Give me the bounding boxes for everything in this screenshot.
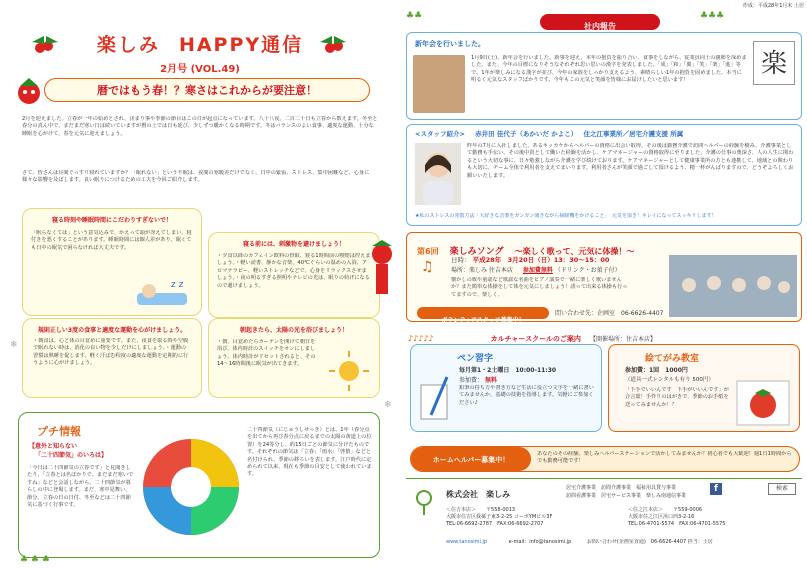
intro-p2: さて、皆さんは昼間ぐっすり寝れていますか？「眠れない」という不眠は、夜間の寒暖差だけでなく、日中の緊張、ストレス、集中困難など、心身に様々な影響を及ぼします。良い眠りにつけるための工夫を今回ご紹介します。 — [22, 170, 370, 184]
event-date-label: 日時： — [451, 256, 471, 264]
sumiyoshi-head — [446, 507, 616, 514]
sun-icon — [327, 349, 371, 393]
holly-right-icon — [318, 34, 348, 60]
event-place-row — [451, 265, 621, 274]
sumiyoshi-tel: TEL:06-6692-2787 FAX:06-6692-2707 — [446, 520, 544, 527]
suminoe-tel: TEL:06-4701-5574 FAX:06-4701-5575 — [628, 520, 726, 527]
footer — [406, 478, 802, 564]
staff-label: <スタッフ紹介> — [415, 130, 465, 138]
sumiyoshi-addr: 大阪市住吉区我孫子東3-2-25 コーポYMビル3F — [446, 513, 553, 520]
petit-right-text: 二十四節気（にじゅうしせっき）とは、1年（春分点を出てから再び春分点に戻るまでの太陽の黄道上の位置）を24等分し、約15日ごとの節気に分けたものです。それぞれの節気は「立春」「雨水」「啓蟄」などと名付けられ、季節の移ろいを表します。江戸時代に定められて以来、現在も季節の目安として使われています。 — [247, 427, 372, 478]
recruit-banner — [410, 446, 800, 472]
mascot-icon — [370, 240, 394, 300]
recruit-title-text: ホームヘルパー募集中！ — [432, 456, 510, 464]
services-1: 居宅介護事業 訪問介護事業 福祉用具貸与事業 — [566, 485, 677, 491]
etegami-fee-note: （道具一式レンタルも有り 500円） — [625, 377, 714, 383]
pen-icon — [417, 375, 453, 425]
petit-left-text: 「今日は二十四節気の立春です」と見聞きしたり、「立春とは名ばかりで、まだまだ寒いですね」などと会話しながら、二十四節気が暮らしの中に登場します。まだ、寒中見舞い、節分、立春の日の日付、冬至などは二十四節気に基づく行事です。 — [27, 465, 134, 509]
event-contact: 問い合わせ先：企画室 06-6626-4407 — [555, 310, 664, 317]
svg-text:z z: z z — [171, 280, 184, 290]
tip-card — [22, 208, 202, 316]
volunteer-text: ボランティアスタッフ募集中！ — [441, 317, 525, 324]
pen-fee-label: 参加費： — [459, 377, 484, 384]
tip-card — [208, 232, 380, 318]
suminoe-block — [628, 507, 798, 527]
pen-fee: 無料 — [484, 377, 497, 384]
pen-fee-row — [459, 375, 497, 384]
recruit-body: あなたのその経験、楽しみヘルパーステーションで活かしてみませんか？初心者でも大歓迎！週1日1時間からでも勤務可能です！ — [537, 451, 792, 465]
event-fee: 参加費無料 — [522, 267, 553, 274]
newyear-body: 1月9日(土)、新年会を行いました。新事を迎え、本年の抱負を振り合い、食事をしながら、従業員同士の親睦を深めました。また、今年の目標になりそうなそれぞれ思い思いの漢字を発表しました。「成」「和」「翼」「笑」「楽」「進」等で、1年が楽しみになる漢字が並び、今年の家族をしっかり支えるよう、素晴らしい1年の抱負を固めました。本当に明るく元気なスタッフばかりです。今年もこの元気と笑顔を皆様にお届けしたいと思います！ — [471, 55, 747, 84]
snowflake-icon: ❄ — [10, 340, 18, 350]
suminoe-addr: 大阪市住之江区浜口西3-2-16 — [628, 513, 695, 520]
petit-subtitle-1: 【意外と知らない — [29, 443, 78, 450]
suminoe-zip: 〒559-0006 — [673, 507, 703, 513]
section-title: 社内報告 — [584, 22, 616, 31]
tip-title: 規則正しい3度の食事と適度な運動を心がけましょう。 — [37, 327, 187, 334]
tip-body: ・朝、目覚めたらカーテンを開けて朝日を浴び、体内時計のスイッチをオンにしましょう。体内時計がリセットされると、その14〜16時間後に眠気が出てきます。 — [217, 339, 316, 368]
etegami-body: 「下手でいいんです 下手がいいんです」が合言葉！手作りのはがきで、季節のお手紙を送ってみませんか！？ — [625, 387, 729, 408]
tip-card — [22, 318, 202, 398]
music-note-icon: ♫ — [421, 259, 434, 275]
intro-p1: 2月を迎えました。立春が一年の始めとされ、決まり事や季節の節目はこの日が起点になっています。八十八夜、二百二十日も立春から数えます。冬至と春分の真ん中で、まだまだ寒い日は続いていますが暦の上では日も延び、少しずつ暖かくなる時期です。冬はバランスのよい食事、適度な運動、十分な睡眠を心がけて、春を元気に迎えましょう。 — [22, 116, 378, 137]
sumiyoshi-zip: 〒558-0013 — [486, 507, 516, 513]
event-photo — [669, 255, 797, 317]
staff-role: 住之江事業所／居宅介護支援 所属 — [583, 130, 684, 138]
culture-sub: 【開催場所：住吉本店】 — [590, 336, 657, 343]
kanji: 楽 — [760, 49, 787, 79]
website-link[interactable]: www.tanosimi.jp — [446, 539, 488, 545]
services-2: 訪問看護事業 居宅サービス事業 楽しみ南通信事業 — [566, 493, 687, 499]
etegami-card — [608, 344, 800, 432]
company-name: 株式会社 楽しみ — [446, 490, 510, 499]
tip-body: ・朝食は、心と体の目覚めに重要です。また、夜食を取る時や空腹で眠れない時は、消化の良い物を少しだけにしましょう。・運動の習慣は熟睡を促します。軽く汗ばむ程度の適度な運動を定期的に行うように心がけましょう。 — [33, 338, 189, 367]
petit-subtitle-2: 「二十四節気」のいろは】 — [35, 452, 108, 459]
volume: (VOL.49) — [190, 64, 240, 75]
tomato-icon — [735, 379, 791, 427]
tip-body: 「眠らなくては」という意気込みで、かえって頭が冴えてしまい、寝付きを悪くすることがあります。睡眠時間には個人差があり、眠くても日中の眠気で困らなければ大丈夫です。 — [31, 230, 192, 251]
company-logo-icon — [412, 489, 436, 517]
clover-icon: ♣ ♣ ♣ — [20, 555, 50, 565]
inquiry: お問い合わせ(企画室直通) 06-6626-4407 担当：土居 — [586, 539, 713, 545]
contact-row — [446, 539, 800, 546]
title-b: HAPPY通信 — [178, 34, 304, 56]
staff-body: 昨年の7月に入社しました。あるキッカケからヘルパーの資格に出会い取得、その後は勤務介護で訪問ヘルパーの経験を積み、介護事業として勤務も手伝い、その後中貴として働いた経験を活かし、ケアマネージャーの資格取得に至りました。介護の仕事の奥深さ、人の人生に関わるという大切な事に、日々勉強しながら介護を学び続けております。ケアマネージャーとして健康事業所の方とも連携して、地域との関わりも大切に、チーム全体で利用者を支えてまいります。利用者さんが笑顔で過ごして頂けるよう、精一杯がんばりますので、どうぞよろしくお願いいたします。 — [467, 143, 794, 179]
sleeping-icon — [135, 275, 191, 307]
newyear-title: 新年会を行いました。 — [415, 40, 485, 48]
masthead — [80, 30, 320, 58]
event-title: 楽しみソング — [449, 247, 504, 257]
season-wheel-icon — [139, 435, 243, 539]
event-body: 懐かしの歌や童謡など歌謡な名曲をピアノ演奏で一緒に楽しく歌いませんか？また簡単な体操をして体を元気にしましょう！誘って出来る体操も行ってますので、楽しく、 — [451, 277, 628, 298]
tip-title: 寝る前には、刺激物を避けましょう！ — [242, 241, 345, 248]
banner — [44, 78, 370, 102]
event-number: 第6回 — [417, 247, 439, 256]
banner-text: 暦ではもう春！？寒さはこれからが要注意！ — [97, 84, 317, 97]
right-page — [400, 0, 807, 568]
petit-title: プチ情報 — [37, 425, 81, 438]
recruit-title — [411, 447, 531, 471]
petit-info — [18, 412, 380, 558]
sumiyoshi-label: ＜住吉本店＞ — [446, 507, 477, 513]
email-link[interactable]: e-mail：info@tanosimi.jp — [508, 539, 572, 545]
event-place: 場所：楽しみ 住吉本店 — [451, 267, 513, 274]
tip-title: 朝起きたら、太陽の光を浴びましょう！ — [239, 327, 348, 334]
company-news-header — [540, 14, 660, 30]
staff-card — [406, 124, 802, 226]
event-date: 平成28年 3月20日（日）13：30～15：00 — [472, 256, 610, 264]
staff-photo — [415, 143, 461, 205]
newyear-photo — [413, 55, 465, 113]
tip-title: 寝る時刻や睡眠時間にこだわりすぎないで！ — [51, 217, 172, 224]
culture-header — [408, 326, 800, 343]
search-button[interactable]: 検索 — [768, 483, 796, 495]
pen-body: 鉛筆の持ち方や書き方など生活に役立つ文字を一緒に書いてみませんか。基礎の技術を指導します。気軽にご参加ください♪ — [459, 385, 594, 406]
tip-body: ・夕食以降のカフェイン飲料の摂取、寝る1時間前の喫煙は控えましょう。・軽い読書、静かな音楽、40℃ぐらいの温めの入浴、アロマテラピー、軽いストレッチなどで、心身をリラックスさせましょう。・夜の明るすぎる照明やテレビの光は、眠りの妨げになるので避けましょう。 — [217, 253, 371, 289]
newyear-card — [406, 32, 802, 120]
staff-header — [415, 129, 683, 138]
pen-card — [410, 344, 602, 432]
pen-schedule: 毎月第1・2土曜日 10:00-11:30 — [459, 367, 557, 374]
issue-line — [140, 60, 260, 75]
suminoe-head — [628, 507, 798, 514]
staff-name: 赤井田 佳代子（あかいだ かよこ） — [475, 130, 578, 138]
issue: 2月号 — [160, 64, 188, 75]
holly-left-icon — [30, 34, 60, 60]
event-card — [406, 232, 802, 322]
event-fee-note: （ドリンク・お菓子付） — [554, 267, 621, 274]
title-a: 楽しみ — [96, 34, 160, 56]
volunteer — [417, 307, 549, 324]
kanji-card — [753, 41, 795, 85]
published: 作成：平成28年1月末 土居 — [742, 3, 804, 9]
staff-footer: ★私のストレスの発散方法「大好きな音楽をガンガン聞きながら掃除機をかけること」 元気を頂き！キレイになってスッキリします！ — [415, 213, 717, 219]
etegami-title: 絵てがみ教室 — [645, 354, 700, 364]
tip-card — [208, 318, 380, 398]
event-date-row — [451, 255, 609, 264]
etegami-fee: 参加費：1回 1000円 — [625, 367, 688, 374]
notes-icon: ♪♪♪♪♪ — [408, 334, 434, 343]
culture-title: カルチャースクールのご案内 — [490, 335, 581, 343]
sumiyoshi-block — [446, 507, 616, 527]
clover-icon: ♣♣♣ — [700, 11, 725, 21]
pen-title: ペン習字 — [457, 354, 494, 364]
suminoe-label: ＜住之江本店＞ — [628, 507, 664, 513]
facebook-icon: f — [710, 483, 722, 495]
clover-icon: ♣♣ — [406, 11, 423, 21]
snowflake-icon: ❄ — [384, 400, 392, 410]
mascot-icon — [14, 76, 44, 106]
left-page — [0, 0, 398, 568]
event-subtitle: ～楽しく歌って、元気に体操！～ — [514, 247, 635, 256]
